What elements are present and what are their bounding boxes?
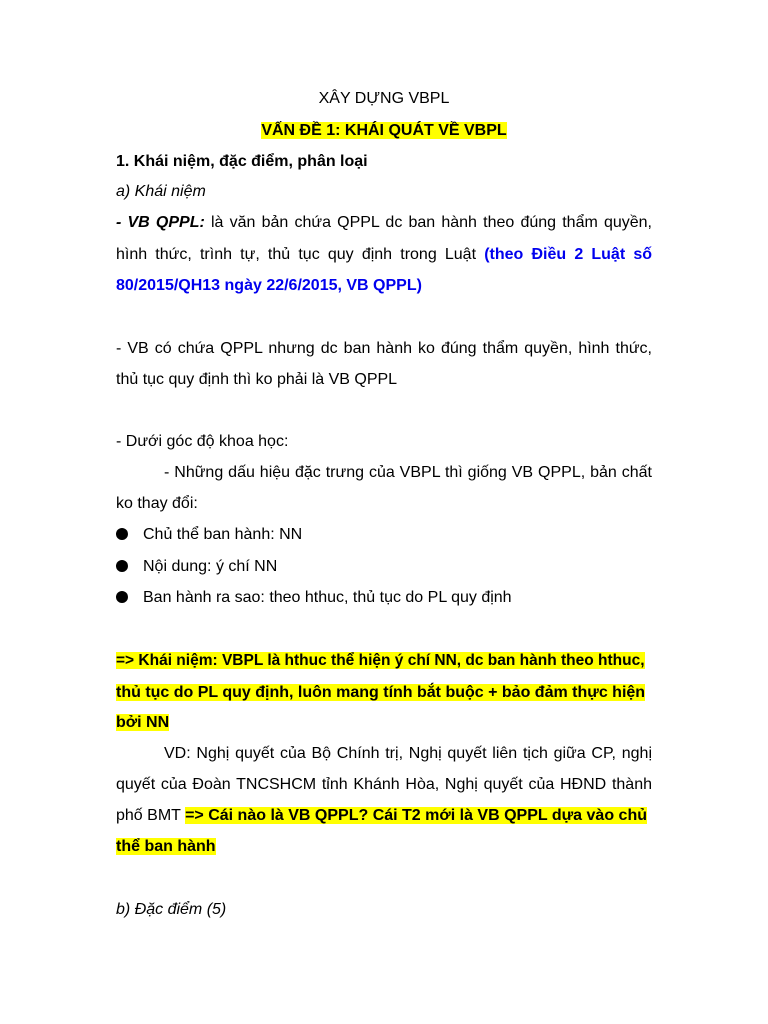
- p1-line1-text: là văn bản chứa QPPL dc ban hành theo đúng thẩm quyền,: [204, 214, 653, 231]
- sub-heading-a: a) Khái niệm: [116, 183, 206, 200]
- example-line3-highlight: => Cái nào là VB QPPL? Cái T2 mới là VB QPPL dựa vào chủ: [185, 807, 647, 824]
- concept-line1-text: => Khái niệm: VBPL là hthuc thể hiện ý chí NN, dc ban hành theo hthuc,: [116, 652, 645, 669]
- bullet-dot-icon: [116, 591, 128, 603]
- p3-text: - Dưới góc độ khoa học:: [116, 433, 289, 450]
- example-line3: [116, 800, 652, 831]
- doc-subtitle: VẤN ĐỀ 1: KHÁI QUÁT VỀ VBPL: [261, 122, 507, 139]
- concept-line3-text: bởi NN: [116, 714, 170, 731]
- p4-line2: ko thay đổi:: [116, 495, 198, 512]
- example-line4: [116, 831, 652, 862]
- concept-line3: [116, 707, 652, 738]
- sub-heading-b: b) Đặc điểm (5): [116, 901, 227, 918]
- section1-heading: 1. Khái niệm, đặc điểm, phân loại: [116, 153, 368, 170]
- concept-line1: [116, 645, 652, 676]
- p1-line3-blue: 80/2015/QH13 ngày 22/6/2015, VB QPPL): [116, 277, 422, 294]
- bullet-dot-icon: [116, 528, 128, 540]
- bullet-item-3: Ban hành ra sao: theo hthuc, thủ tục do PL quy định: [143, 589, 512, 606]
- p1-line2-blue: (theo Điều 2 Luật số: [484, 246, 652, 263]
- bullet-item-1: Chủ thể ban hành: NN: [143, 526, 303, 543]
- p1-line1: [116, 207, 652, 238]
- p2-line2: thủ tục quy định thì ko phải là VB QPPL: [116, 371, 398, 388]
- bullet-dot-icon: [116, 560, 128, 572]
- p1-line2-text: hình thức, trình tự, thủ tục quy định trong Luật: [116, 246, 485, 263]
- p1-bold-lead: - VB QPPL:: [116, 214, 205, 231]
- doc-title: XÂY DỰNG VBPL: [318, 90, 450, 107]
- concept-line2-text: thủ tục do PL quy định, luôn mang tính bắt buộc + bảo đảm thực hiện: [116, 684, 646, 701]
- p1-line3: [116, 270, 652, 301]
- bullet-item-2: Nội dung: ý chí NN: [143, 558, 278, 575]
- p1-line2: [116, 239, 652, 270]
- concept-line2: [116, 677, 652, 708]
- p2-line1: - VB có chứa QPPL nhưng dc ban hành ko đúng thẩm quyền, hình thức,: [116, 340, 652, 357]
- example-line3-plain: phố BMT: [116, 807, 186, 824]
- example-line4-highlight: thể ban hành: [116, 838, 216, 855]
- doc-subtitle-wrap: [116, 115, 652, 146]
- example-line1: VD: Nghị quyết của Bộ Chính trị, Nghị quyết liên tịch giữa CP, nghị: [164, 745, 652, 762]
- p4-line1: - Những dấu hiệu đặc trưng của VBPL thì giống VB QPPL, bản chất: [164, 464, 652, 481]
- example-line2: quyết của Đoàn TNCSHCM tỉnh Khánh Hòa, Nghị quyết của HĐND thành: [116, 776, 652, 793]
